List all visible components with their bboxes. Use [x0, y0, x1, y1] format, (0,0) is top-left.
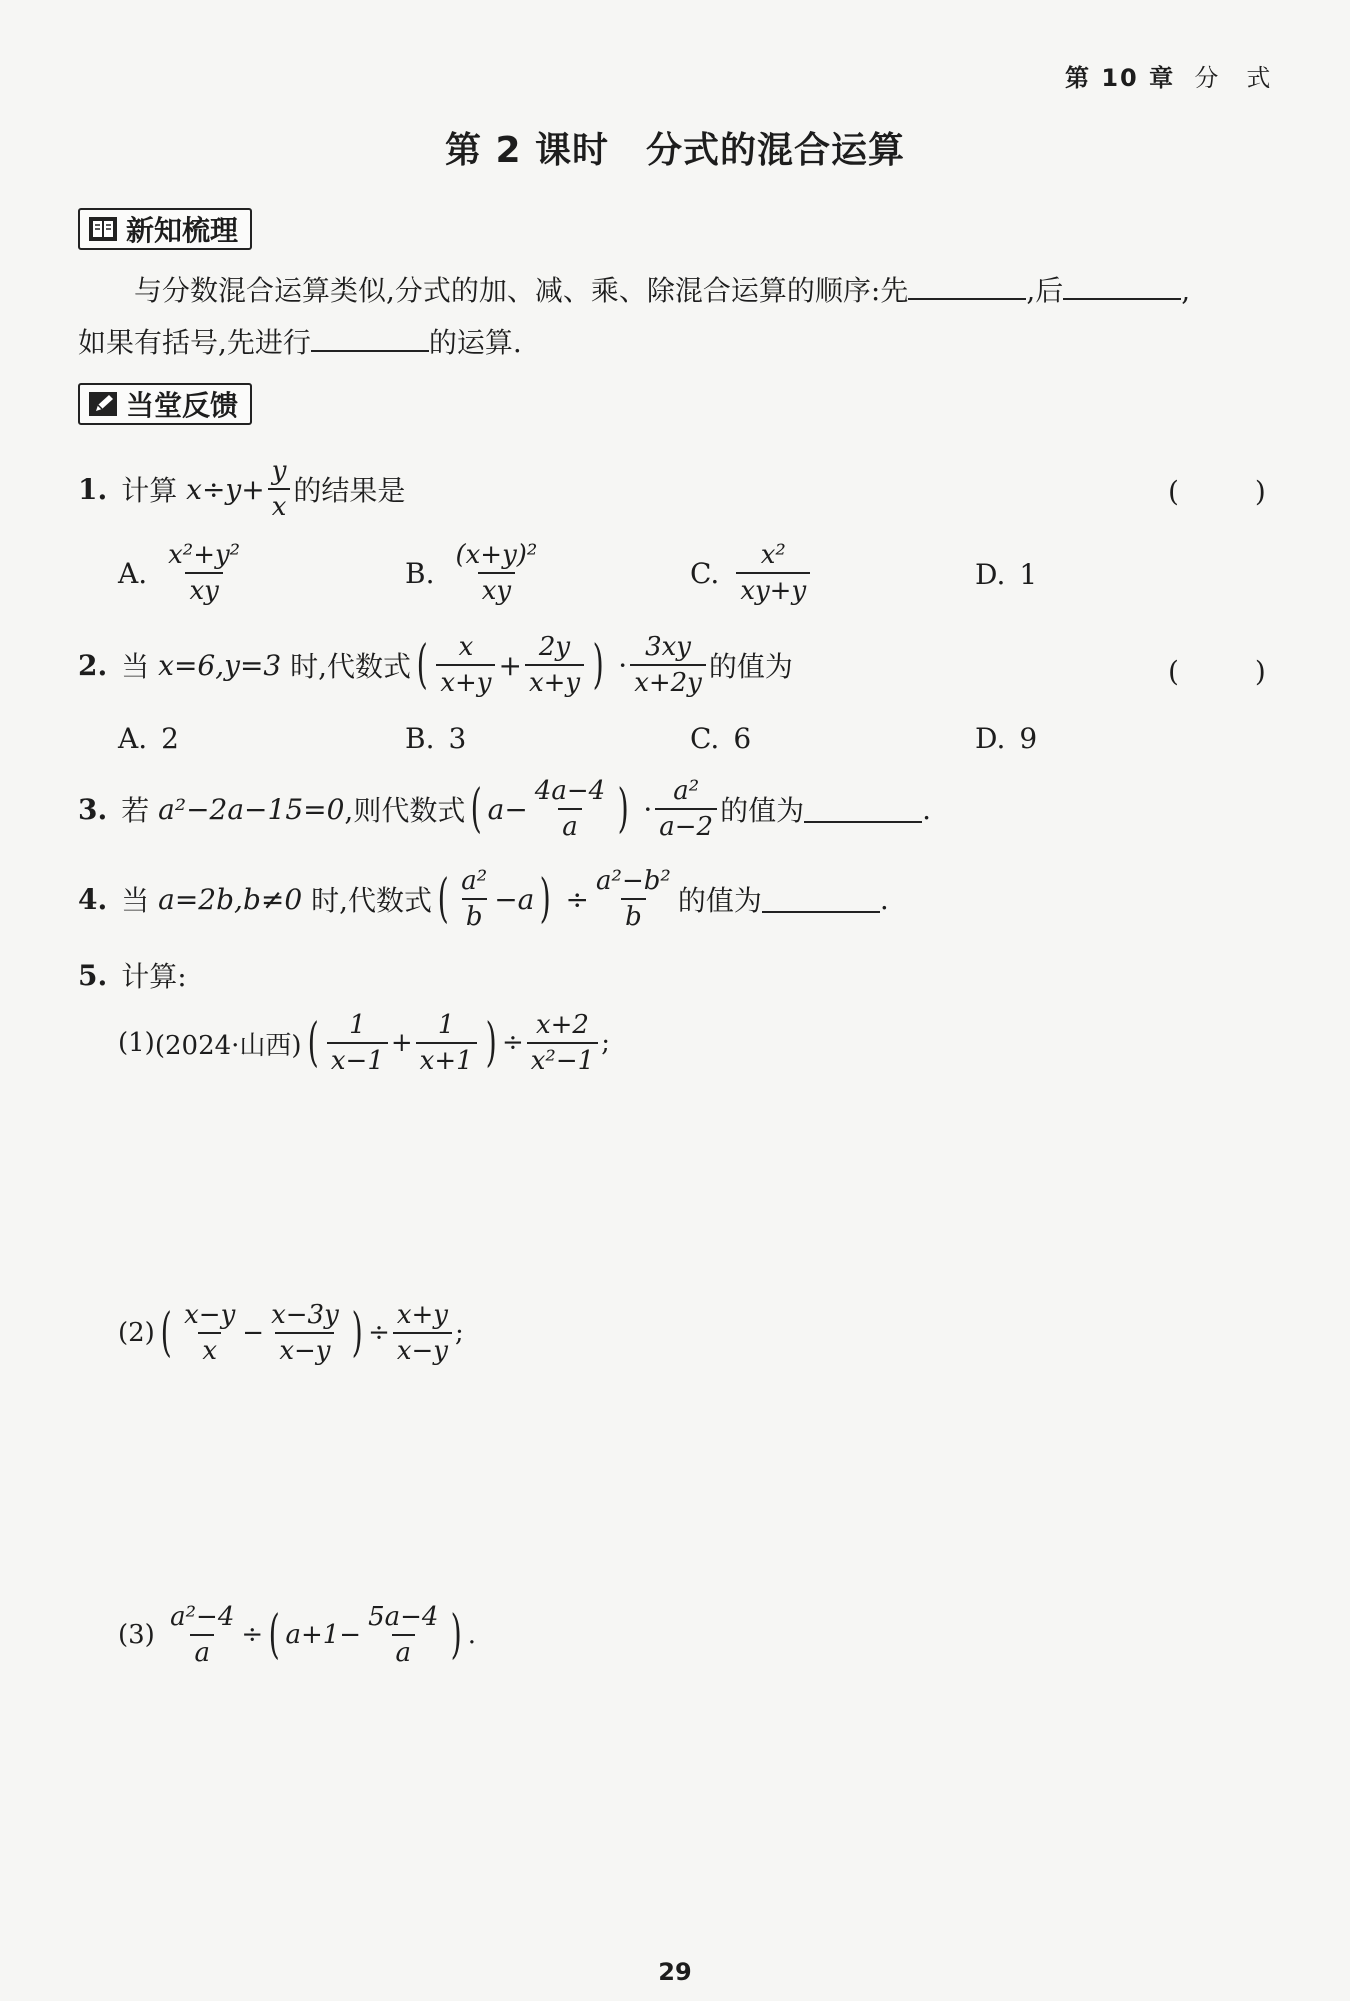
- option-label: A.: [118, 556, 148, 590]
- page-title: 第 2 课时 分式的混合运算: [444, 130, 906, 171]
- p3-frac-1: [166, 1602, 238, 1668]
- q1-text: 计算: [121, 474, 178, 507]
- q5-part-1-work-area[interactable]: [118, 1090, 1248, 1290]
- blank-then[interactable]: [1063, 272, 1181, 300]
- option-fraction: [451, 540, 541, 606]
- question-5: [78, 955, 187, 995]
- chapter-header: [1065, 58, 1272, 93]
- chapter-topic: 分 式: [1194, 64, 1273, 92]
- denominator: x: [268, 488, 291, 522]
- numerator: x: [458, 632, 474, 662]
- numerator: x−3y: [271, 1300, 339, 1330]
- knowledge-text-1: 与分数混合运算类似,分式的加、减、乘、除混合运算的顺序:先: [134, 274, 909, 307]
- p1-frac-3: [527, 1010, 598, 1076]
- question-1: [78, 456, 405, 522]
- blank-parentheses[interactable]: [311, 324, 429, 352]
- option-label: C.: [690, 722, 720, 755]
- q4-period: .: [879, 882, 889, 916]
- denominator: a: [190, 1634, 214, 1668]
- numerator: a²−4: [170, 1602, 235, 1632]
- q5-part-3: (3) $\frac{\text{a²−4}}{a}$ ÷ ( a+1− $\frac{5a-4}{a}$ ) .: [118, 1602, 477, 1668]
- q3-period: .: [922, 792, 932, 826]
- denominator: x−y: [393, 1332, 452, 1366]
- q1-option-c[interactable]: [690, 540, 813, 606]
- p3-prefix: a+1−: [285, 1620, 362, 1650]
- p1-frac-2: [416, 1010, 477, 1076]
- q2-answer-paren[interactable]: ( ): [1168, 655, 1290, 688]
- q2-frac-2: [525, 632, 584, 698]
- pencil-icon: [88, 391, 118, 417]
- numerator: x²+y²: [168, 540, 241, 570]
- question-number: 2.: [78, 648, 108, 682]
- numerator: 3xy: [645, 632, 691, 662]
- option-value: 2: [161, 722, 179, 755]
- numerator: (x+y)²: [455, 540, 538, 570]
- denominator: x+y: [525, 664, 584, 698]
- left-paren: (: [307, 1013, 319, 1073]
- knowledge-paragraph: [78, 265, 1278, 317]
- q2-option-a[interactable]: [118, 722, 179, 755]
- q3-frac-1: [531, 776, 609, 842]
- q3-prefix: a−: [487, 792, 528, 826]
- q2-option-d[interactable]: [975, 722, 1037, 755]
- part-label: (1): [118, 1028, 155, 1058]
- option-label: C.: [690, 556, 720, 590]
- left-paren: (: [160, 1303, 172, 1363]
- knowledge-text-5: 的运算.: [428, 326, 522, 359]
- section-knowledge-label: 新知梳理: [126, 214, 239, 247]
- question-3: 3. 若 a²−2a−15=0 ,则代数式 ( a− $\frac{4a-4}{a}$ ) · $\frac{\text{a²}}{a-2}$ 的值为 .: [78, 776, 932, 842]
- q5-part-2-work-area[interactable]: [118, 1390, 1248, 1590]
- q2-text-end: 的值为: [708, 650, 793, 683]
- q3-text: 若: [121, 794, 150, 827]
- denominator: x: [198, 1332, 221, 1366]
- denominator: b: [621, 898, 646, 932]
- option-label: A.: [118, 722, 148, 755]
- q5-text: 计算:: [121, 960, 187, 993]
- question-2: 2. 当 x=6,y=3 时,代数式 ( $\frac{x}{x+y}$ + $\frac{2y}{x+y}$ ) · $\frac{3xy}{x+2y}$ 的值为: [78, 632, 793, 698]
- section-feedback-label: 当堂反馈: [126, 389, 239, 422]
- question-number: 3.: [78, 792, 108, 826]
- q4-condition: a=2b,b≠0: [158, 882, 303, 916]
- numerator: a²: [673, 776, 700, 806]
- q3-answer-blank[interactable]: [804, 795, 922, 823]
- section-feedback: [78, 383, 252, 425]
- q3-equation: a²−2a−15=0: [158, 792, 345, 826]
- denominator: x−y: [275, 1332, 334, 1366]
- option-value: 9: [1019, 722, 1038, 755]
- denominator: x²−1: [527, 1042, 598, 1076]
- right-paren: ): [539, 869, 552, 929]
- option-label: D.: [975, 558, 1006, 591]
- q3-text-2: ,则代数式: [344, 794, 466, 827]
- part-end: ;: [455, 1318, 464, 1348]
- q3-text-end: 的值为: [720, 794, 805, 827]
- numerator: 5a−4: [368, 1602, 439, 1632]
- p2-frac-1: [180, 1300, 239, 1366]
- denominator: x−1: [327, 1042, 388, 1076]
- part-end: .: [467, 1620, 477, 1650]
- part-label: (3): [118, 1620, 155, 1650]
- q4-answer-blank[interactable]: [762, 885, 880, 913]
- q2-frac-3: [630, 632, 706, 698]
- option-value: 6: [733, 722, 752, 755]
- right-paren: ): [485, 1013, 497, 1073]
- p1-frac-1: [327, 1010, 388, 1076]
- numerator: y: [271, 456, 287, 486]
- numerator: 2y: [538, 632, 571, 662]
- q1-answer-paren[interactable]: ( ): [1168, 475, 1290, 508]
- question-4: 4. 当 a=2b,b≠0 时,代数式 ( $\frac{\text{a²}}{b}$ −a ) ÷ $\frac{\text{a²−b²}}{b}$ 的值为 .: [78, 866, 889, 932]
- q2-text: 当: [121, 650, 150, 683]
- option-label: B.: [405, 556, 435, 590]
- option-label: B.: [405, 722, 435, 755]
- q2-condition: x=6,y=3: [158, 648, 282, 682]
- left-paren: (: [268, 1605, 280, 1665]
- right-paren: ): [351, 1303, 363, 1363]
- denominator: a: [392, 1634, 416, 1668]
- denominator: xy: [478, 572, 515, 606]
- numerator: x+2: [535, 1010, 589, 1040]
- q1-expr: x÷y+: [186, 472, 265, 506]
- knowledge-text-3: ,: [1181, 274, 1191, 307]
- q4-frac-2: [592, 866, 675, 932]
- q2-option-b[interactable]: [405, 722, 466, 755]
- blank-first[interactable]: [908, 272, 1026, 300]
- q5-part-2: (2) ( $\frac{x-y}{x}$ − $\frac{x-3y}{x-y}$ ) ÷ $\frac{x+y}{x-y}$ ;: [118, 1300, 464, 1366]
- right-paren: ): [451, 1605, 463, 1665]
- right-paren: ): [617, 779, 629, 839]
- p2-frac-2: [267, 1300, 343, 1366]
- option-label: D.: [975, 722, 1006, 755]
- left-paren: (: [470, 779, 483, 839]
- option-value: 1: [1019, 558, 1038, 591]
- q5-part-1: (1) (2024·山西) ( $\frac{1}{x-1}$ + $\frac{1}{x+1}$ ) ÷ $\frac{x+2}{\text{x²−1}}$ ;: [118, 1010, 610, 1076]
- part-source: (2024·山西): [154, 1030, 302, 1061]
- left-paren: (: [437, 869, 449, 929]
- q2-text-2: 时,代数式: [290, 650, 412, 683]
- question-number: 4.: [78, 882, 108, 916]
- q1-option-d[interactable]: [975, 558, 1037, 591]
- question-number: 5.: [78, 958, 108, 992]
- numerator: 4a−4: [534, 776, 606, 806]
- left-paren: (: [416, 635, 428, 695]
- denominator: x+y: [436, 664, 495, 698]
- part-end: ;: [601, 1028, 610, 1058]
- knowledge-text-2: ,后: [1026, 274, 1064, 307]
- denominator: x+2y: [630, 664, 706, 698]
- q4-text: 当: [121, 884, 150, 917]
- p2-frac-3: [393, 1300, 452, 1366]
- q2-option-c[interactable]: [690, 722, 751, 755]
- q1-text-end: 的结果是: [293, 474, 406, 507]
- right-paren: ): [592, 635, 604, 695]
- q1-option-b[interactable]: [405, 540, 544, 606]
- chapter-number: 第 10 章: [1065, 64, 1176, 92]
- option-fraction: [736, 540, 810, 606]
- numerator: a²−b²: [596, 866, 671, 896]
- knowledge-paragraph-2: [78, 317, 522, 369]
- page-number: 29: [658, 1958, 692, 1986]
- denominator: b: [462, 898, 487, 932]
- numerator: 1: [349, 1010, 366, 1040]
- numerator: x−y: [184, 1300, 236, 1330]
- q1-fraction: [268, 456, 291, 522]
- p3-frac-2: [364, 1602, 442, 1668]
- numerator: x+y: [396, 1300, 448, 1330]
- denominator: a−2: [655, 808, 717, 842]
- option-value: 3: [448, 722, 467, 755]
- denominator: a: [558, 808, 582, 842]
- numerator: 1: [437, 1010, 455, 1040]
- q4-frac-1: [457, 866, 491, 932]
- numerator: x²: [760, 540, 786, 570]
- numerator: a²: [461, 866, 488, 896]
- denominator: xy: [185, 572, 222, 606]
- q3-frac-2: [655, 776, 717, 842]
- denominator: x+1: [416, 1042, 477, 1076]
- option-fraction: [164, 540, 244, 606]
- book-icon: [88, 216, 118, 242]
- q5-part-3-work-area[interactable]: [118, 1700, 1248, 1920]
- part-label: (2): [118, 1318, 155, 1348]
- knowledge-text-4: 如果有括号,先进行: [78, 326, 311, 359]
- q2-frac-1: [436, 632, 495, 698]
- denominator: xy+y: [736, 572, 810, 606]
- section-knowledge: [78, 208, 252, 250]
- q1-option-a[interactable]: [118, 540, 247, 606]
- question-number: 1.: [78, 472, 108, 506]
- q4-text-2: 时,代数式: [311, 884, 432, 917]
- q4-mid: −a: [494, 882, 535, 916]
- q4-text-end: 的值为: [677, 884, 762, 917]
